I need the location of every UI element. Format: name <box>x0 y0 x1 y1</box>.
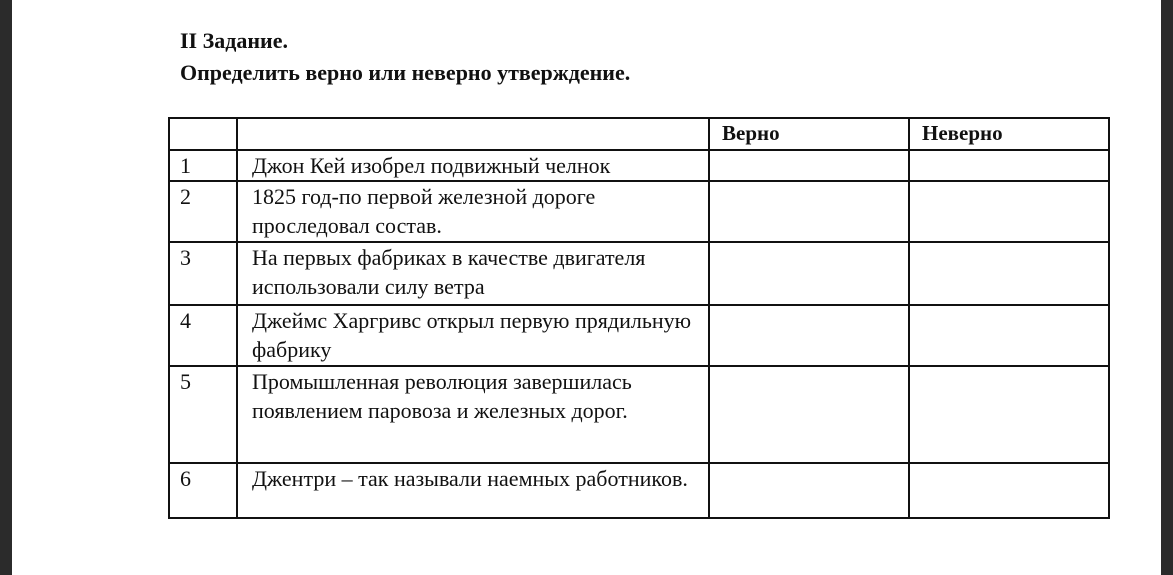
row-number: 1 <box>169 150 237 181</box>
row-false-cell[interactable] <box>909 150 1109 181</box>
table-row <box>169 463 1109 518</box>
table-header-row <box>169 118 1109 150</box>
task-title: II Задание. <box>180 28 288 53</box>
row-false-cell[interactable] <box>909 181 1109 242</box>
row-statement: Джентри – так называли наемных работников. <box>237 463 709 518</box>
table-row <box>169 150 1109 181</box>
statements-table <box>168 117 1110 519</box>
row-statement: На первых фабриках в качестве двигателя использовали силу ветра <box>237 242 709 305</box>
row-false-cell[interactable] <box>909 366 1109 463</box>
row-true-cell[interactable] <box>709 181 909 242</box>
row-statement: Промышленная революция завершилась появлением паровоза и железных дорог. <box>237 366 709 463</box>
header-true: Верно <box>709 118 909 150</box>
row-false-cell[interactable] <box>909 305 1109 366</box>
row-true-cell[interactable] <box>709 242 909 305</box>
task-instruction: Определить верно или неверно утверждение. <box>180 60 631 85</box>
table-row <box>169 366 1109 463</box>
row-number: 2 <box>169 181 237 242</box>
row-number: 4 <box>169 305 237 366</box>
row-statement: 1825 год-по первой железной дороге проследовал состав. <box>237 181 709 242</box>
row-true-cell[interactable] <box>709 150 909 181</box>
row-false-cell[interactable] <box>909 242 1109 305</box>
row-number: 6 <box>169 463 237 518</box>
row-number: 5 <box>169 366 237 463</box>
row-statement: Джеймс Харгривс открыл первую прядильную фабрику <box>237 305 709 366</box>
row-true-cell[interactable] <box>709 305 909 366</box>
table-row <box>169 181 1109 242</box>
table-row <box>169 242 1109 305</box>
row-number: 3 <box>169 242 237 305</box>
header-number <box>169 118 237 150</box>
row-false-cell[interactable] <box>909 463 1109 518</box>
right-border-strip <box>1161 0 1173 575</box>
header-false: Неверно <box>909 118 1109 150</box>
row-true-cell[interactable] <box>709 366 909 463</box>
table-row <box>169 305 1109 366</box>
header-statement <box>237 118 709 150</box>
left-border-strip <box>0 0 12 575</box>
row-true-cell[interactable] <box>709 463 909 518</box>
row-statement: Джон Кей изобрел подвижный челнок <box>237 150 709 181</box>
